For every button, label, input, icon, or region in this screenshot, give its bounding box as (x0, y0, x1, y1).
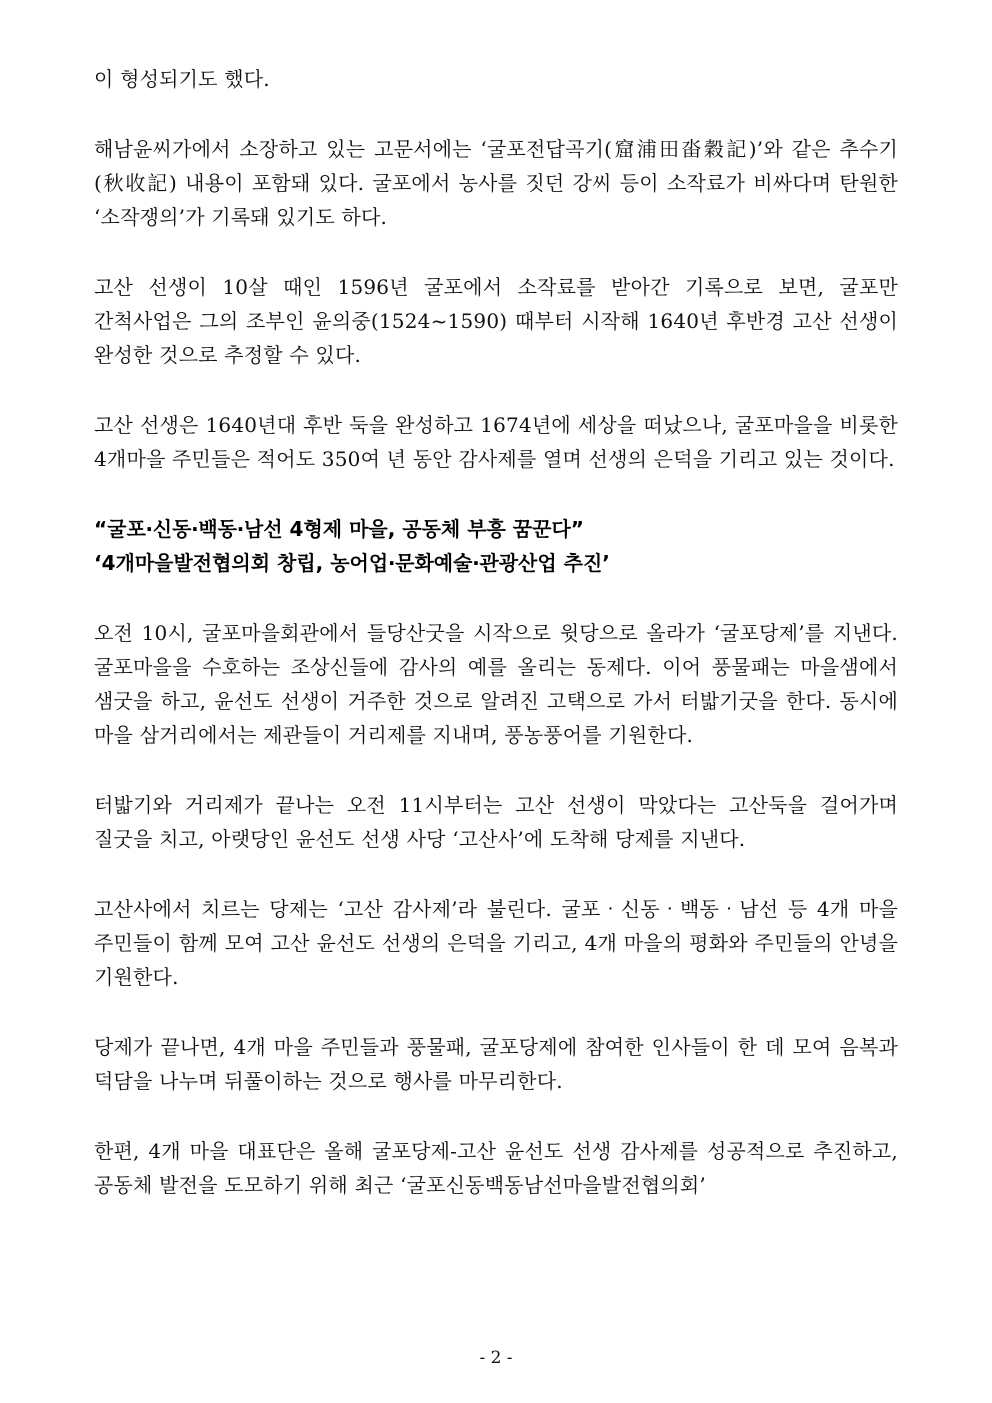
paragraph: 이 형성되기도 했다. (94, 67, 270, 91)
paragraph: 고산 선생은 1640년대 후반 둑을 완성하고 1674년에 세상을 떠났으나, 굴포마을을 비롯한 4개마을 주민들은 적어도 350여 년 동안 감사제를 열며 선생의 은덕을 기리고 있는 것이다. (94, 413, 898, 471)
paragraph: 해남윤씨가에서 소장하고 있는 고문서에는 ‘굴포전답곡기(窟浦田畓穀記)’와 같은 추수기(秋收記) 내용이 포함돼 있다. 굴포에서 농사를 짓던 강씨 등이 소작료가 비싸다며 탄원한 ‘소작쟁의’가 기록돼 있기도 하다. (94, 137, 898, 229)
paragraph: 고산사에서 치르는 당제는 ‘고산 감사제’라 불린다. 굴포‧신동‧백동‧남선 등 4개 마을 주민들이 함께 모여 고산 윤선도 선생의 은덕을 기리고, 4개 마을의 평화와 주민들의 안녕을 기원한다. (94, 897, 898, 989)
page-number: - 2 - (479, 1348, 513, 1368)
document-body (94, 62, 898, 1202)
section-headings (94, 512, 898, 580)
section-heading-sub: ‘4개마을발전협의회 창립, 농어업‧문화예술‧관광산업 추진’ (94, 551, 610, 575)
section-heading-main: “굴포‧신동‧백동‧남선 4형제 마을, 공동체 부흥 꿈꾼다” (94, 517, 584, 541)
paragraph: 오전 10시, 굴포마을회관에서 들당산굿을 시작으로 윗당으로 올라가 ‘굴포당제’를 지낸다. 굴포마을을 수호하는 조상신들에 감사의 예를 올리는 동제다. 이어 풍물패는 마을샘에서 샘굿을 하고, 윤선도 선생이 거주한 것으로 알려진 고택으로 가서 터밟기굿을 한다. 동시에 마을 삼거리에서는 제관들이 거리제를 지내며, 풍농풍어를 기원한다. (94, 621, 898, 747)
paragraph: 고산 선생이 10살 때인 1596년 굴포에서 소작료를 받아간 기록으로 보면, 굴포만 간척사업은 그의 조부인 윤의중(1524~1590) 때부터 시작해 1640년 후반경 고산 선생이 완성한 것으로 추정할 수 있다. (94, 275, 898, 367)
paragraph: 한편, 4개 마을 대표단은 올해 굴포당제-고산 윤선도 선생 감사제를 성공적으로 추진하고, 공동체 발전을 도모하기 위해 최근 ‘굴포신동백동남선마을발전협의회’ (94, 1139, 898, 1197)
paragraph: 터밟기와 거리제가 끝나는 오전 11시부터는 고산 선생이 막았다는 고산둑을 걸어가며 질굿을 치고, 아랫당인 윤선도 선생 사당 ‘고산사’에 도착해 당제를 지낸다. (94, 793, 898, 851)
paragraph: 당제가 끝나면, 4개 마을 주민들과 풍물패, 굴포당제에 참여한 인사들이 한 데 모여 음복과 덕담을 나누며 뒤풀이하는 것으로 행사를 마무리한다. (94, 1035, 898, 1093)
